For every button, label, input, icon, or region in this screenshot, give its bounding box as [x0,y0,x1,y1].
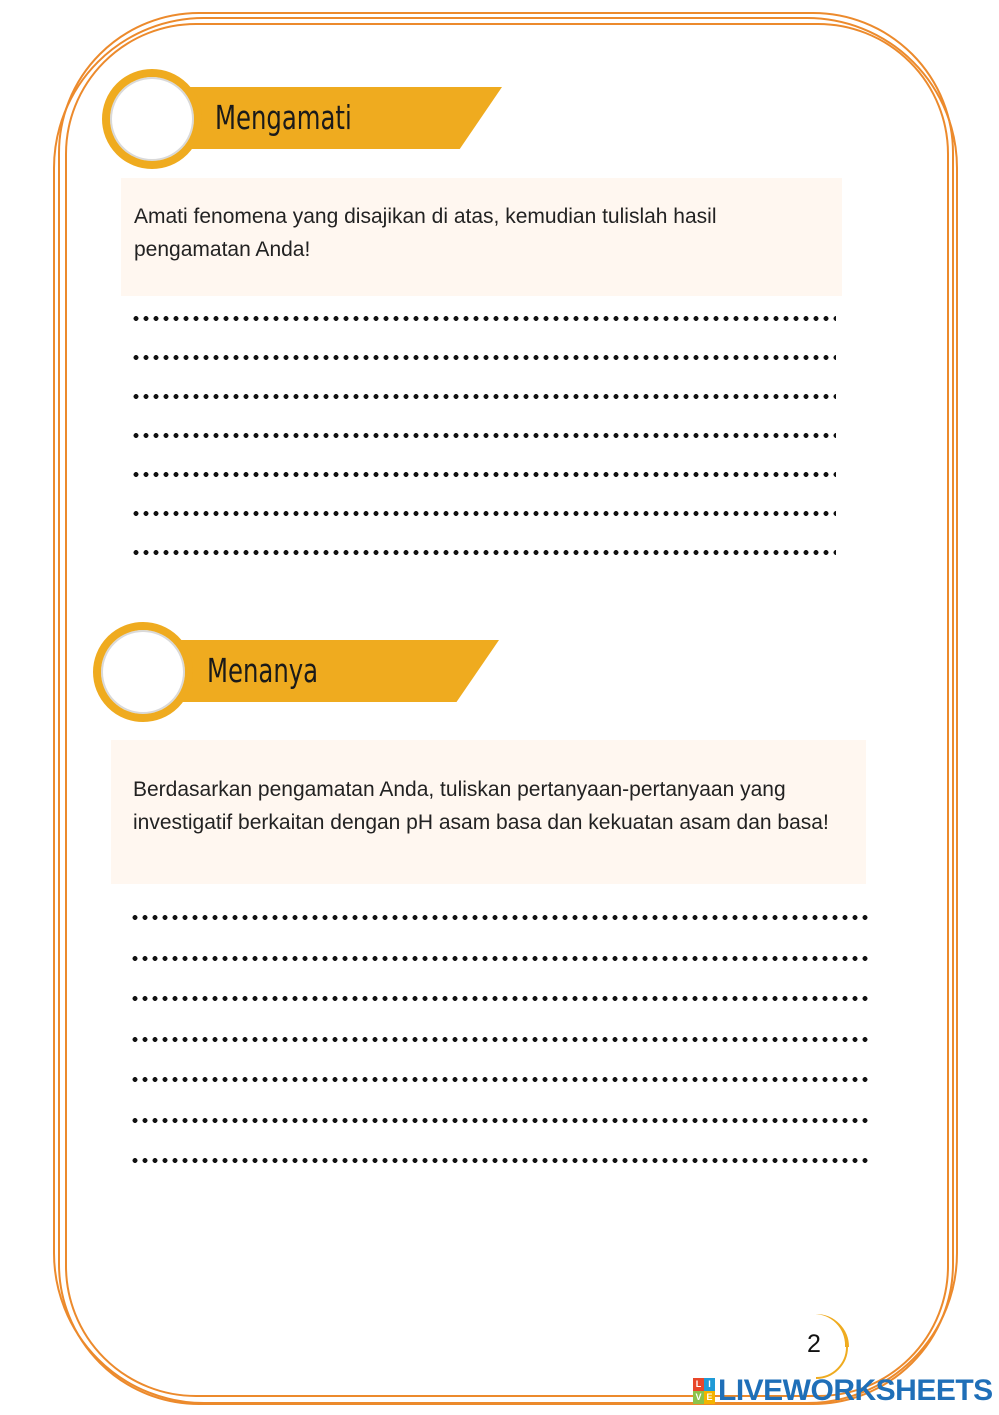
answer-line[interactable] [131,472,836,477]
liveworksheets-logo-icon: L I V E [693,1378,715,1404]
liveworksheets-watermark [693,1375,993,1407]
answer-line[interactable] [130,915,870,920]
menanya-prompt-text: Berdasarkan pengamatan Anda, tuliskan pertanyaan-pertanyaan yang investigatif berkaitan dengan pH asam basa dan kekuatan asam dan basa! [133,778,829,834]
answer-line[interactable] [131,355,836,360]
answer-line[interactable] [130,1118,870,1123]
menanya-ring-icon [93,622,193,722]
mengamati-answer-area[interactable] [131,316,836,589]
answer-line[interactable] [130,1037,870,1042]
menanya-title: Menanya [207,651,319,690]
mengamati-title: Mengamati [215,98,352,137]
answer-line[interactable] [130,1158,870,1163]
answer-line[interactable] [130,1077,870,1082]
mengamati-prompt-box [121,178,842,296]
answer-line[interactable] [131,316,836,321]
answer-line[interactable] [131,511,836,516]
page-number: 2 [783,1314,845,1376]
menanya-prompt-box [111,740,866,884]
watermark-text: LIVEWORKSHEETS [718,1374,993,1407]
mengamati-ring-icon [102,69,202,169]
answer-line[interactable] [131,550,836,555]
answer-line[interactable] [131,433,836,438]
answer-line[interactable] [130,996,870,1001]
answer-line[interactable] [130,956,870,961]
menanya-banner [145,640,499,702]
answer-line[interactable] [131,394,836,399]
page-number-badge [783,1314,849,1380]
mengamati-prompt-text: Amati fenomena yang disajikan di atas, kemudian tulislah hasil pengamatan Anda! [134,205,717,261]
menanya-answer-area[interactable] [130,915,870,1199]
